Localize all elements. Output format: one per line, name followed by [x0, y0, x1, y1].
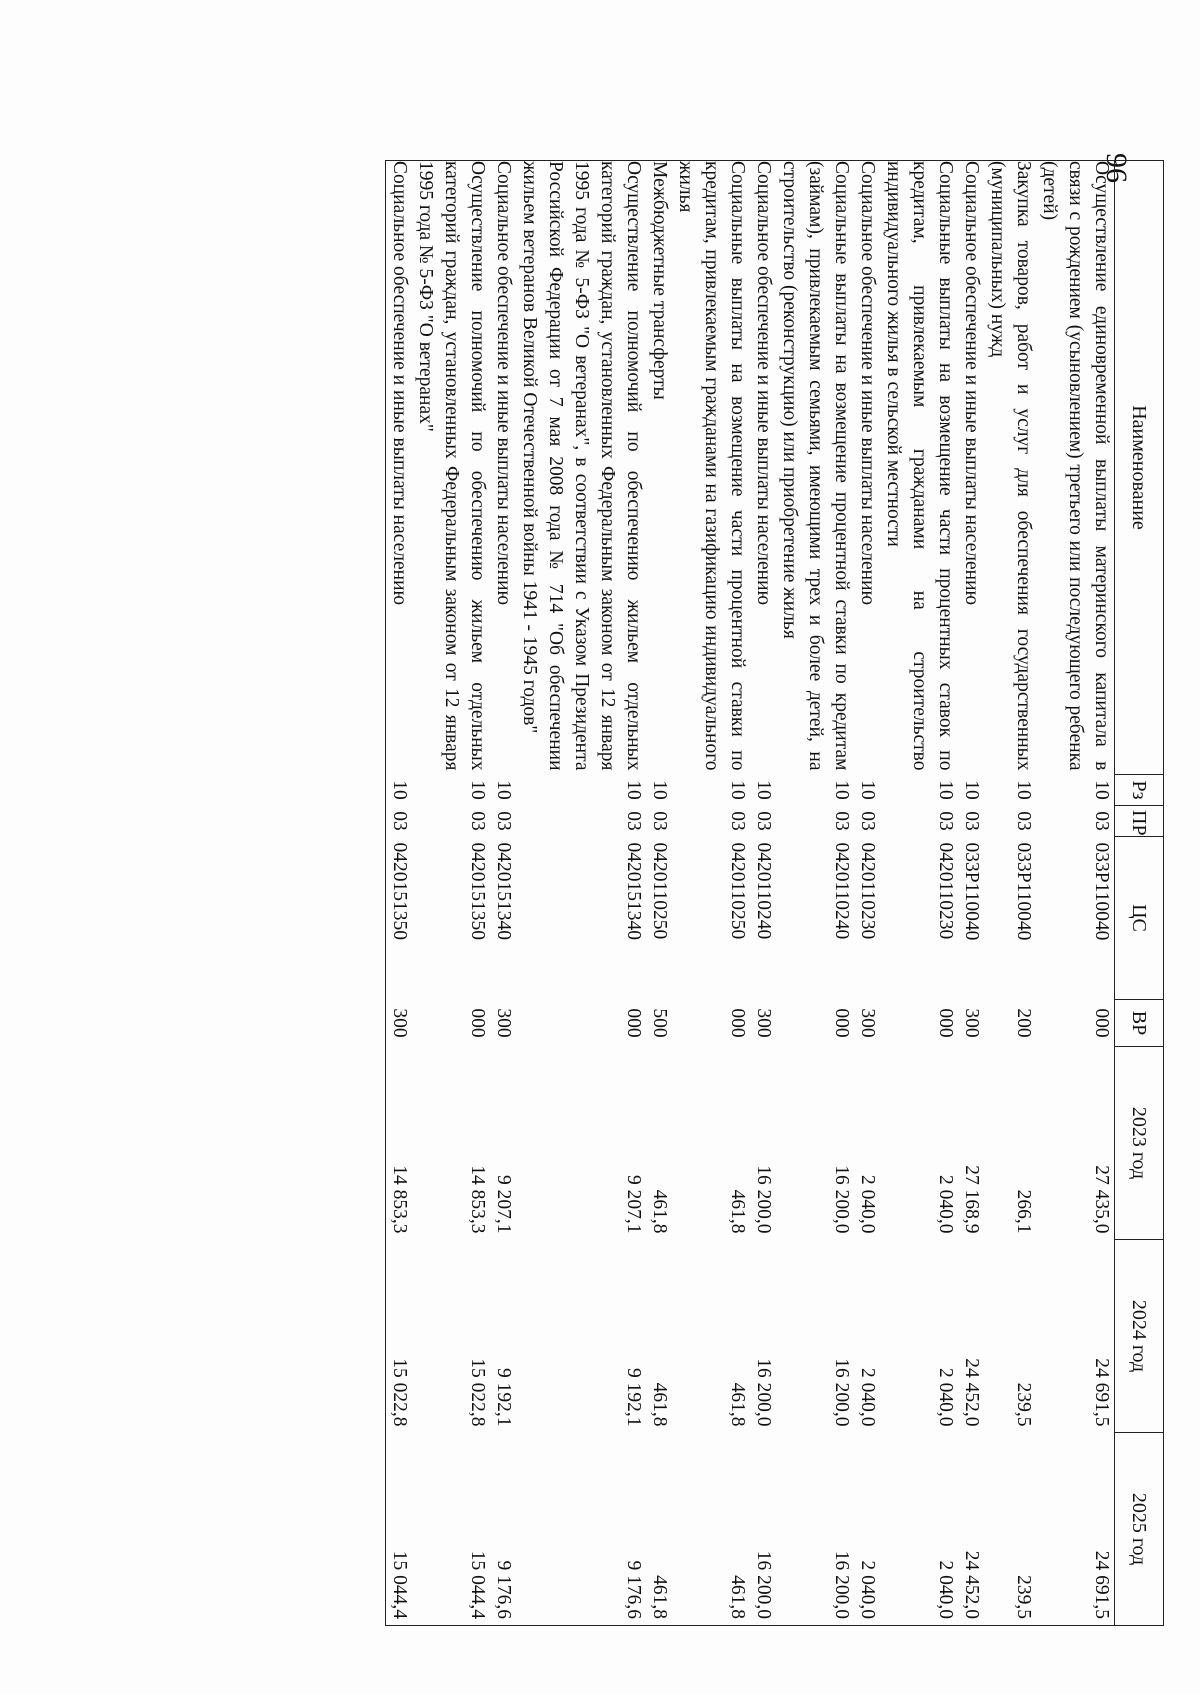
- cell-2023: 2 040,0: [935, 1175, 956, 1234]
- cell-vr: 200: [1013, 1008, 1034, 1038]
- cell-cs: 0420110230: [857, 842, 878, 940]
- cell-2024: 15 022,8: [467, 1358, 488, 1427]
- cell-cs: 0420151350: [386, 837, 413, 1000]
- header-cs: ЦС: [1115, 837, 1164, 1000]
- cell-2025: 9 176,6: [490, 1433, 516, 1626]
- table-row: [958, 161, 984, 1626]
- cell-name: Межбюджетные трансферты: [646, 161, 672, 775]
- cell-rz: 10: [386, 775, 413, 806]
- cell-cs: 033P110040: [1091, 842, 1112, 941]
- header-2024: 2024 год: [1115, 1240, 1164, 1433]
- cell-2025: 24 452,0: [958, 1433, 984, 1626]
- cell-name: Осуществление полномочий по обеспечению жильем отдельных категорий граждан, установленных Федеральным законом от 12 января 1995 года № 5-ФЗ "О ветеранах", в соответствии с Указом Президента Российской Федерации от 7 мая 2008 года № 714 "Об обеспечении жильем ветеранов Великой Отечественной войны 1941 - 1945 годов": [516, 161, 646, 775]
- cell-vr: 000: [935, 1008, 956, 1038]
- cell-2025: 239,5: [984, 1433, 1036, 1626]
- table-row: [516, 161, 646, 1626]
- cell-pr: 03: [1013, 811, 1034, 831]
- cell-2024: 239,5: [1013, 1382, 1034, 1427]
- cell-2024: 2 040,0: [935, 1368, 956, 1427]
- cell-rz: 10: [831, 780, 852, 800]
- table-row: [776, 161, 854, 1626]
- cell-name: Социальные выплаты на возмещение части процентной ставки по кредитам, привлекаемым гражданами на газификацию индивидуального жилья: [672, 161, 750, 775]
- page-number: 96: [1100, 153, 1133, 183]
- table-body: [386, 161, 1115, 1626]
- cell-vr: 000: [623, 1008, 644, 1038]
- cell-pr: 03: [1091, 811, 1112, 831]
- cell-vr: 500: [649, 1008, 670, 1038]
- header-name: Наименование: [1115, 161, 1164, 775]
- cell-vr: 300: [961, 1008, 982, 1038]
- cell-rz: 10: [1013, 780, 1034, 800]
- header-2023: 2023 год: [1115, 1047, 1164, 1240]
- cell-rz: 10: [493, 780, 514, 800]
- cell-2024: 16 200,0: [753, 1358, 774, 1427]
- cell-2025: 2 040,0: [854, 1433, 880, 1626]
- cell-2025: 15 044,4: [412, 1433, 490, 1626]
- cell-name: Социальное обеспечение и иные выплаты населению: [750, 161, 776, 775]
- cell-pr: 03: [623, 811, 644, 831]
- header-2025: 2025 год: [1115, 1433, 1164, 1626]
- cell-2024: 461,8: [649, 1382, 670, 1427]
- cell-cs: 0420151350: [467, 842, 488, 940]
- cell-rz: 10: [649, 780, 670, 800]
- cell-2025: 2 040,0: [880, 1433, 958, 1626]
- cell-vr: 300: [386, 1000, 413, 1047]
- cell-rz: 10: [753, 780, 774, 800]
- cell-2025: 461,8: [646, 1433, 672, 1626]
- cell-2023: 266,1: [1013, 1189, 1034, 1234]
- cell-2024: 15 022,8: [386, 1240, 413, 1433]
- cell-pr: 03: [649, 811, 670, 831]
- table-row: [880, 161, 958, 1626]
- cell-name: Осуществление единовременной выплаты материнского капитала в связи с рождением (усыновлением) третьего или последующего ребенка (детей): [1036, 161, 1115, 775]
- cell-rz: 10: [935, 780, 956, 800]
- cell-cs: 0420110250: [649, 842, 670, 940]
- cell-cs: 0420110230: [935, 842, 956, 940]
- table-row: [646, 161, 672, 1626]
- cell-rz: 10: [467, 780, 488, 800]
- cell-2024: 9 192,1: [493, 1368, 514, 1427]
- cell-2023: 461,8: [727, 1189, 748, 1234]
- table-header: [1115, 161, 1164, 1626]
- cell-cs: 033P110040: [1013, 842, 1034, 941]
- cell-2024: 24 452,0: [961, 1358, 982, 1427]
- cell-2023: 9 207,1: [623, 1175, 644, 1234]
- cell-2025: 9 176,6: [516, 1433, 646, 1626]
- cell-pr: 03: [493, 811, 514, 831]
- cell-2023: 14 853,3: [467, 1165, 488, 1234]
- cell-name: Социальное обеспечение и иные выплаты населению: [490, 161, 516, 775]
- cell-name: Социальные выплаты на возмещение процентной ставки по кредитам (займам), привлекаемым семьями, имеющими трех и более детей, на строительство (реконструкцию) или приобретение жилья: [776, 161, 854, 775]
- cell-2025: 24 691,5: [1036, 1433, 1115, 1626]
- cell-vr: 000: [831, 1008, 852, 1038]
- cell-cs: 0420151340: [493, 842, 514, 940]
- cell-2023: 461,8: [649, 1189, 670, 1234]
- cell-2025: 16 200,0: [776, 1433, 854, 1626]
- cell-pr: 03: [961, 811, 982, 831]
- table-row: [1036, 161, 1115, 1626]
- cell-pr: 03: [831, 811, 852, 831]
- cell-name: Социальное обеспечение и иные выплаты населению: [386, 161, 413, 775]
- cell-vr: 300: [753, 1008, 774, 1038]
- cell-name: Осуществление полномочий по обеспечению жильем отдельных категорий граждан, установленных Федеральным законом от 12 января 1995 года № 5-ФЗ "О ветеранах": [412, 161, 490, 775]
- cell-2023: 9 207,1: [493, 1175, 514, 1234]
- cell-pr: 03: [857, 811, 878, 831]
- cell-2025: 16 200,0: [750, 1433, 776, 1626]
- table-row: [412, 161, 490, 1626]
- cell-2024: 2 040,0: [857, 1368, 878, 1427]
- cell-name: Социальное обеспечение и иные выплаты населению: [854, 161, 880, 775]
- cell-2023: 27 435,0: [1091, 1165, 1112, 1234]
- header-rz: Рз: [1115, 775, 1164, 806]
- cell-2024: 461,8: [727, 1382, 748, 1427]
- cell-2023: 14 853,3: [386, 1047, 413, 1240]
- cell-rz: 10: [1091, 780, 1112, 800]
- cell-2023: 2 040,0: [857, 1175, 878, 1234]
- table-row: [672, 161, 750, 1626]
- cell-2024: 9 192,1: [623, 1368, 644, 1427]
- cell-name: Социальное обеспечение и иные выплаты населению: [958, 161, 984, 775]
- cell-2024: 24 691,5: [1091, 1358, 1112, 1427]
- header-vr: ВР: [1115, 1000, 1164, 1047]
- cell-2025: 15 044,4: [386, 1433, 413, 1626]
- cell-pr: 03: [727, 811, 748, 831]
- cell-rz: 10: [857, 780, 878, 800]
- cell-2023: 16 200,0: [831, 1165, 852, 1234]
- cell-2025: 461,8: [672, 1433, 750, 1626]
- table-row: [750, 161, 776, 1626]
- cell-2023: 16 200,0: [753, 1165, 774, 1234]
- budget-table: [385, 160, 1164, 1626]
- cell-name: Социальные выплаты на возмещение части процентных ставок по кредитам, привлекаемым гражданами на строительство индивидуального жилья в сельской местности: [880, 161, 958, 775]
- cell-pr: 03: [753, 811, 774, 831]
- cell-cs: 0420110240: [753, 842, 774, 940]
- table-row: [386, 161, 413, 1626]
- cell-name: Закупка товаров, работ и услуг для обеспечения государственных (муниципальных) нужд: [984, 161, 1036, 775]
- cell-cs: 0420151340: [623, 842, 644, 940]
- cell-rz: 10: [623, 780, 644, 800]
- cell-pr: 03: [467, 811, 488, 831]
- table-row: [490, 161, 516, 1626]
- cell-cs: 0420110240: [831, 842, 852, 940]
- cell-rz: 10: [961, 780, 982, 800]
- cell-vr: 300: [493, 1008, 514, 1038]
- cell-pr: 03: [386, 806, 413, 837]
- cell-vr: 000: [1091, 1008, 1112, 1038]
- cell-pr: 03: [935, 811, 956, 831]
- cell-vr: 300: [857, 1008, 878, 1038]
- cell-cs: 0420110250: [727, 842, 748, 940]
- cell-cs: 033P110040: [961, 842, 982, 941]
- rotated-table-container: [160, 160, 1164, 1626]
- cell-2023: 27 168,9: [961, 1165, 982, 1234]
- cell-2024: 16 200,0: [831, 1358, 852, 1427]
- table-row: [984, 161, 1036, 1626]
- cell-rz: 10: [727, 780, 748, 800]
- cell-vr: 000: [467, 1008, 488, 1038]
- cell-vr: 000: [727, 1008, 748, 1038]
- table-row: [854, 161, 880, 1626]
- header-pr: ПР: [1115, 806, 1164, 837]
